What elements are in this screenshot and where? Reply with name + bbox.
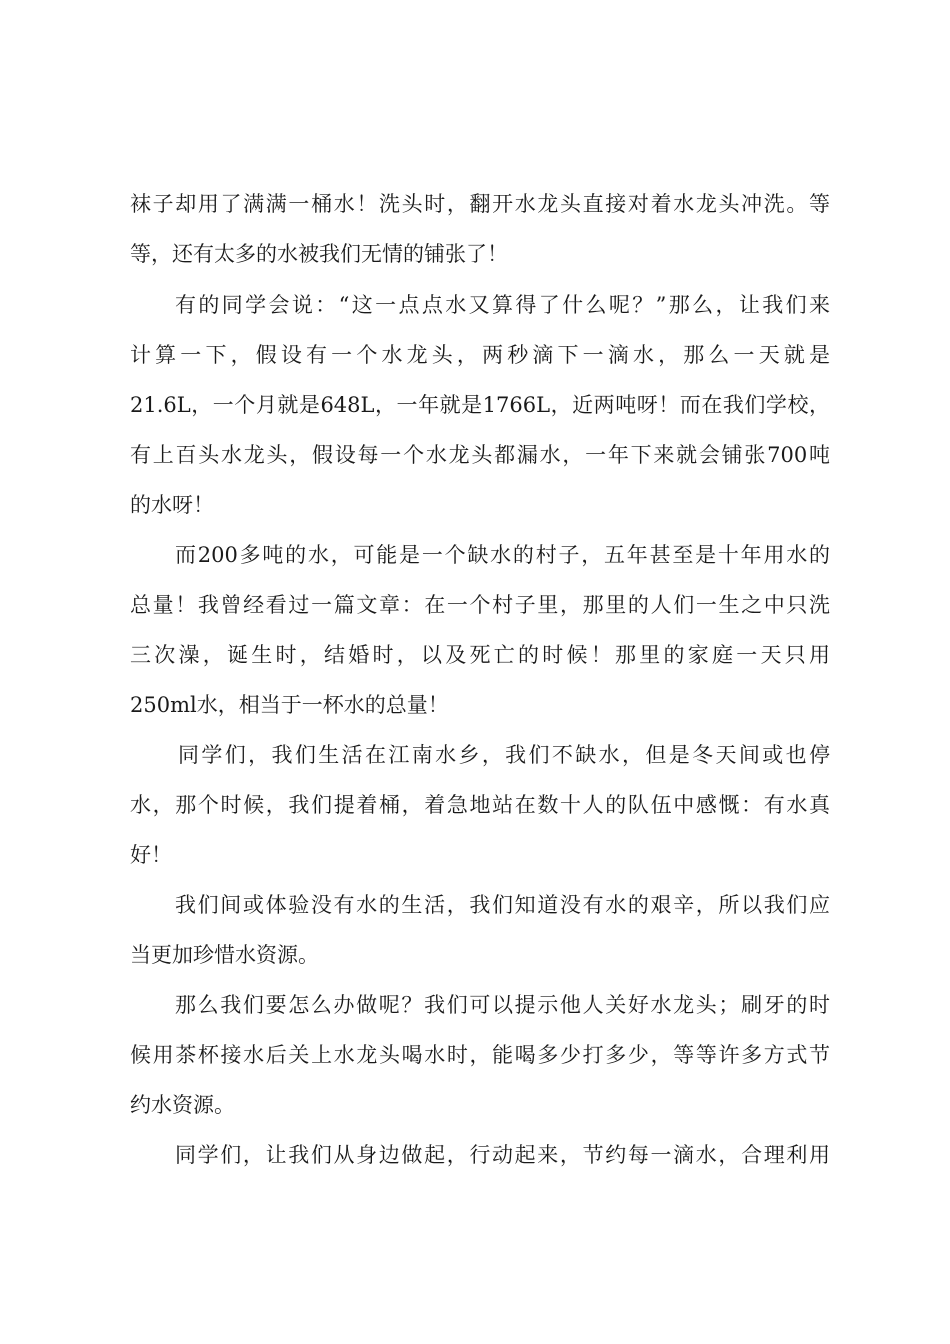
- line-text: 总量！我曾经看过一篇文章：在一个村子里，那里的人们一生之中只洗: [130, 593, 830, 617]
- line-text: 同学们，让我们从身边做起，行动起来，节约每一滴水，合理利用: [175, 1143, 830, 1167]
- paragraph-line: [0, 184, 950, 224]
- paragraph-line: [0, 285, 950, 325]
- line-text: 有的同学会说：“这一点点水又算得了什么呢？”那么，让我们来: [175, 293, 830, 317]
- line-text: 三次澡，诞生时，结婚时，以及死亡的时候！那里的家庭一天只用: [130, 643, 830, 667]
- line-text: 我们间或体验没有水的生活，我们知道没有水的艰辛，所以我们应: [175, 893, 830, 917]
- paragraph-line: [0, 585, 950, 625]
- line-text: 候用茶杯接水后关上水龙头喝水时，能喝多少打多少，等等许多方式节: [130, 1043, 830, 1067]
- line-text: 等，还有太多的水被我们无情的铺张了！: [130, 242, 508, 266]
- paragraph-line: [0, 234, 950, 274]
- paragraph-line: [0, 335, 950, 375]
- line-text: 约水资源。: [130, 1093, 235, 1117]
- line-text: 有上百头水龙头，假设每一个水龙头都漏水，一年下来就会铺张700吨: [130, 443, 830, 467]
- line-text: 那么我们要怎么办做呢？我们可以提示他人关好水龙头；刷牙的时: [175, 993, 830, 1017]
- paragraph-line: [0, 735, 950, 775]
- paragraph-line: [0, 1035, 950, 1075]
- paragraph-line: [0, 385, 950, 425]
- paragraph-line: [0, 435, 950, 475]
- line-text: 水，那个时候，我们提着桶，着急地站在数十人的队伍中感慨：有水真: [130, 793, 830, 817]
- paragraph-line: [0, 935, 950, 975]
- line-text: 的水呀！: [130, 493, 214, 517]
- paragraph-line: [0, 635, 950, 675]
- line-text: 同学们，我们生活在江南水乡，我们不缺水，但是冬天间或也停: [178, 743, 830, 767]
- line-text: 250ml水，相当于一杯水的总量！: [130, 693, 449, 717]
- line-text: 当更加珍惜水资源。: [130, 943, 319, 967]
- paragraph-line: [0, 1135, 950, 1175]
- paragraph-line: [0, 835, 950, 875]
- line-text: 而200多吨的水，可能是一个缺水的村子，五年甚至是十年用水的: [175, 543, 830, 567]
- line-text: 好！: [130, 843, 172, 867]
- paragraph-line: [0, 535, 950, 575]
- paragraph-line: [0, 885, 950, 925]
- paragraph-line: [0, 985, 950, 1025]
- paragraph-line: [0, 485, 950, 525]
- line-text: 袜子却用了满满一桶水！洗头时，翻开水龙头直接对着水龙头冲洗。等: [130, 192, 830, 216]
- line-text: 计算一下，假设有一个水龙头，两秒滴下一滴水，那么一天就是: [130, 343, 830, 367]
- paragraph-line: [0, 785, 950, 825]
- paragraph-line: [0, 685, 950, 725]
- paragraph-line: [0, 1085, 950, 1125]
- line-text: 21.6L，一个月就是648L，一年就是1766L，近两吨呀！而在我们学校，: [130, 393, 830, 417]
